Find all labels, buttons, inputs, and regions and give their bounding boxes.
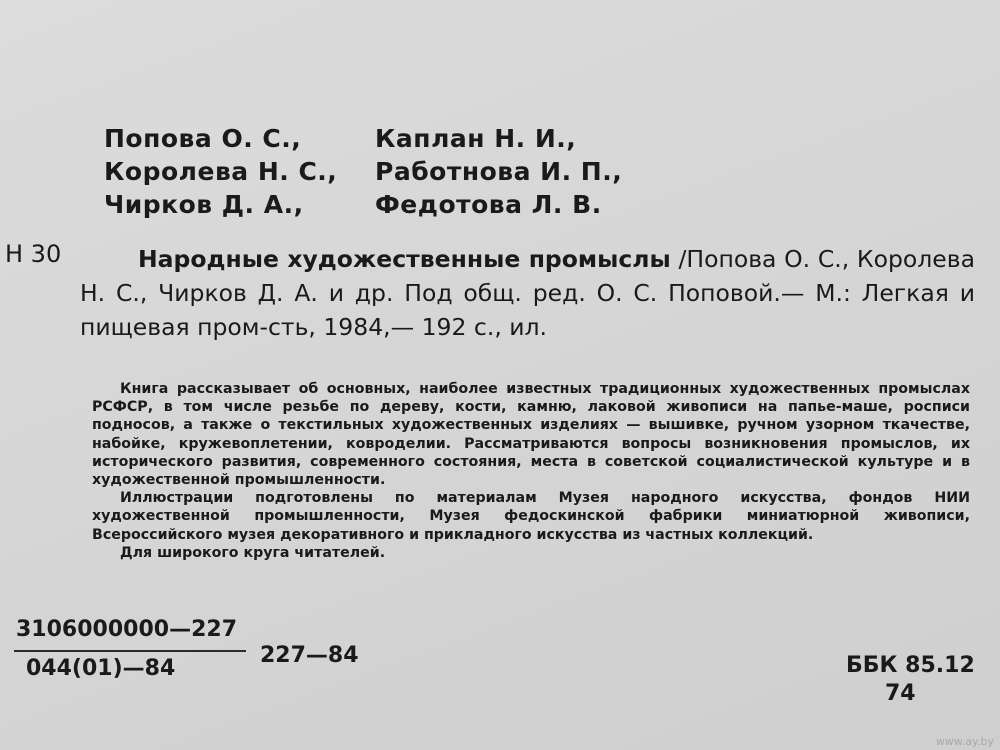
author-fedotova: Федотова Л. В. — [375, 190, 602, 219]
classification-mark: Н 30 — [5, 240, 62, 268]
bibliographic-details: /Попова О. С., Королева Н. С., Чирков Д. А. и др. Под общ. ред. О. С. Поповой.— М.: Легкая и пищевая пром-сть, 1984,— 192 с., ил. — [80, 245, 975, 341]
code-side: 227—84 — [260, 643, 359, 668]
author-koroleva: Королева Н. С., — [104, 157, 338, 186]
fraction-line — [14, 650, 246, 652]
code-numerator: 3106000000—227 — [16, 617, 237, 642]
code-denominator: 044(01)—84 — [26, 656, 176, 681]
annotation-paragraph: Для широкого круга читателей. — [120, 544, 386, 561]
author-rabotnova: Работнова И. П., — [375, 157, 623, 186]
author-popova: Попова О. С., — [104, 124, 302, 153]
book-title: Народные художественные промыслы — [138, 245, 671, 273]
annotation-paragraph: Книга рассказывает об основных, наиболее известных традиционных художественных промыслах РСФСР, в том числе резьбе по дереву, кости, камню, лаковой живописи на папье-маше, росписи подносов, а также о текстильных художественных изделиях — вышивке, ручном узорном ткачестве, набойке, кружевоплетении, ковроделии. Рассматриваются вопросы возникновения промыслов, их исторического развития, современного состояния, места в советской социалистической культуре и в художественной промышленности. — [92, 381, 970, 489]
annotation-paragraph: Иллюстрации подготовлены по материалам Музея народного искусства, фондов НИИ художественной промышленности, Музея федоскинской фабрики миниатюрной живописи, Всероссийского музея декоративного и прикладного искусства из частных коллекций. — [92, 490, 970, 543]
watermark: www.ay.by — [935, 735, 994, 748]
bibliographic-description — [80, 242, 975, 344]
bbk-subcode: 74 — [885, 681, 916, 706]
annotation — [92, 380, 970, 562]
author-chirkov: Чирков Д. А., — [104, 190, 304, 219]
bbk-code: ББК 85.12 — [846, 653, 975, 678]
author-kaplan: Каплан Н. И., — [375, 124, 577, 153]
